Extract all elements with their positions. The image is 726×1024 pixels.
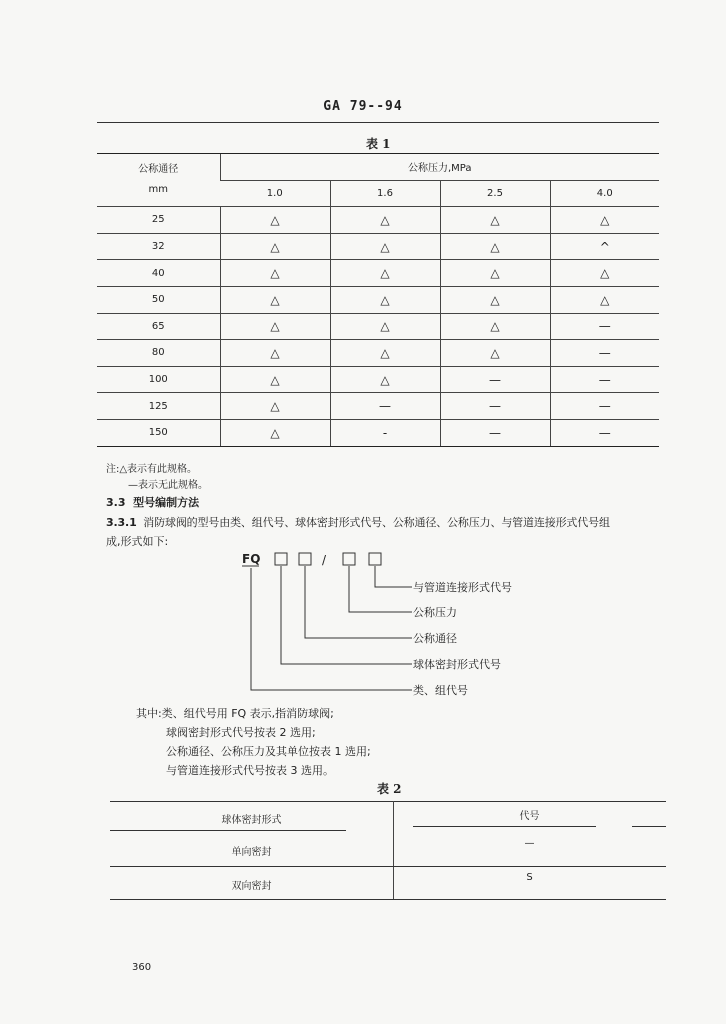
table2-header-rule-left	[110, 830, 346, 831]
dn-value: 25	[97, 207, 220, 234]
spec-mark: —	[440, 419, 550, 446]
code-box-4	[369, 553, 381, 565]
leader-pressure	[349, 566, 412, 612]
pressure-header: 公称压力,MPa	[220, 154, 659, 181]
spec-mark: △	[220, 393, 330, 420]
table2-col2-header: 代号	[519, 811, 540, 822]
spec-mark: △	[440, 313, 550, 340]
pressure-1-0: 1.0	[220, 180, 330, 207]
dn-value: 100	[97, 366, 220, 393]
spec-mark: △	[220, 419, 330, 446]
note-line-1: 注:△表示有此规格。	[106, 464, 198, 475]
paragraph-text-1: 消防球阀的型号由类、组代号、球体密封形式代号、公称通径、公称压力、与管道连接形式代号组	[143, 516, 610, 529]
spec-mark: △	[550, 207, 659, 234]
spec-mark: —	[440, 393, 550, 420]
section-title: 型号编制方法	[133, 496, 200, 509]
dn-value: 40	[97, 260, 220, 287]
diagram-prefix: FQ	[242, 552, 261, 566]
table2-row-rule	[110, 866, 666, 867]
leader-lines	[251, 566, 412, 690]
code-box-1	[275, 553, 287, 565]
diagram-label-connection: 与管道连接形式代号	[413, 581, 512, 594]
dn-value: 150	[97, 419, 220, 446]
diagram-label-pressure: 公称压力	[413, 606, 457, 619]
explain-line-4: 与管道连接形式代号按表 3 选用。	[166, 764, 334, 777]
table1-caption: 表 1	[366, 137, 391, 151]
diagram-label-seal: 球体密封形式代号	[413, 658, 501, 671]
dn-unit: mm	[148, 184, 168, 196]
spec-mark: —	[550, 419, 659, 446]
spec-mark: △	[440, 207, 550, 234]
spec-mark: —	[550, 340, 659, 367]
table2-row1-form: 单向密封	[231, 847, 272, 858]
document-code: GA 79--94	[323, 99, 403, 114]
dn-label: 公称通径	[138, 164, 179, 176]
explain-line-3: 公称通径、公称压力及其单位按表 1 选用;	[166, 745, 371, 758]
diagram-label-diameter: 公称通径	[413, 632, 457, 645]
spec-mark: △	[220, 260, 330, 287]
pressure-2-5: 2.5	[440, 180, 550, 207]
table2-header-rule-mid	[413, 826, 596, 827]
spec-mark: —	[440, 366, 550, 393]
page-number: 360	[132, 962, 152, 973]
spec-mark: △	[220, 233, 330, 260]
spec-mark: △	[550, 286, 659, 313]
spec-mark: △	[220, 313, 330, 340]
note-line-2: —表示无此规格。	[128, 480, 208, 491]
spec-mark: △	[440, 260, 550, 287]
diagram-label-class: 类、组代号	[413, 684, 468, 697]
leader-class	[251, 568, 412, 690]
spec-mark: △	[330, 207, 440, 234]
spec-mark: -	[330, 419, 440, 446]
code-box-3	[343, 553, 355, 565]
pressure-1-6: 1.6	[330, 180, 440, 207]
leader-connection	[375, 566, 412, 587]
spec-mark: △	[330, 286, 440, 313]
table2-top-rule	[110, 801, 666, 802]
subsection-number: 3.3.1	[106, 516, 137, 529]
pressure-4-0: 4.0	[550, 180, 659, 207]
spec-mark: △	[440, 286, 550, 313]
spec-mark: △	[330, 340, 440, 367]
leader-seal	[281, 566, 412, 664]
table2-caption: 表 2	[377, 782, 402, 796]
explain-line-2: 球阀密封形式代号按表 2 选用;	[166, 726, 316, 739]
table2-row2-form: 双向密封	[231, 881, 272, 892]
table2-bottom-rule	[110, 899, 666, 900]
dn-value: 65	[97, 313, 220, 340]
dn-value: 80	[97, 340, 220, 367]
table2-row2-code: S	[526, 872, 533, 883]
leader-diameter	[305, 566, 412, 638]
section-number: 3.3	[106, 496, 126, 509]
spec-mark: △	[220, 207, 330, 234]
dn-value: 32	[97, 233, 220, 260]
spec-mark: △	[220, 366, 330, 393]
spec-mark: —	[550, 393, 659, 420]
spec-mark: △	[440, 340, 550, 367]
explain-line-1: 其中:类、组代号用 FQ 表示,指消防球阀;	[136, 707, 334, 720]
dn-value: 125	[97, 393, 220, 420]
spec-mark: —	[550, 313, 659, 340]
spec-mark: △	[220, 340, 330, 367]
table2-header-rule-right	[632, 826, 666, 827]
spec-mark: △	[330, 313, 440, 340]
spec-mark: △	[330, 260, 440, 287]
table2-row1-code: —	[524, 838, 535, 849]
dn-value: 50	[97, 286, 220, 313]
spec-mark: —	[330, 393, 440, 420]
spec-mark: —	[550, 366, 659, 393]
code-box-2	[299, 553, 311, 565]
spec-mark: △	[330, 366, 440, 393]
paragraph-line-2: 成,形式如下:	[106, 535, 169, 548]
spec-mark: ^	[550, 233, 659, 260]
spec-mark: △	[330, 233, 440, 260]
diagram-slash: /	[322, 553, 327, 567]
spec-mark: △	[440, 233, 550, 260]
spec-mark: △	[220, 286, 330, 313]
table2-col1-header: 球体密封形式	[221, 815, 282, 826]
spec-mark: △	[550, 260, 659, 287]
